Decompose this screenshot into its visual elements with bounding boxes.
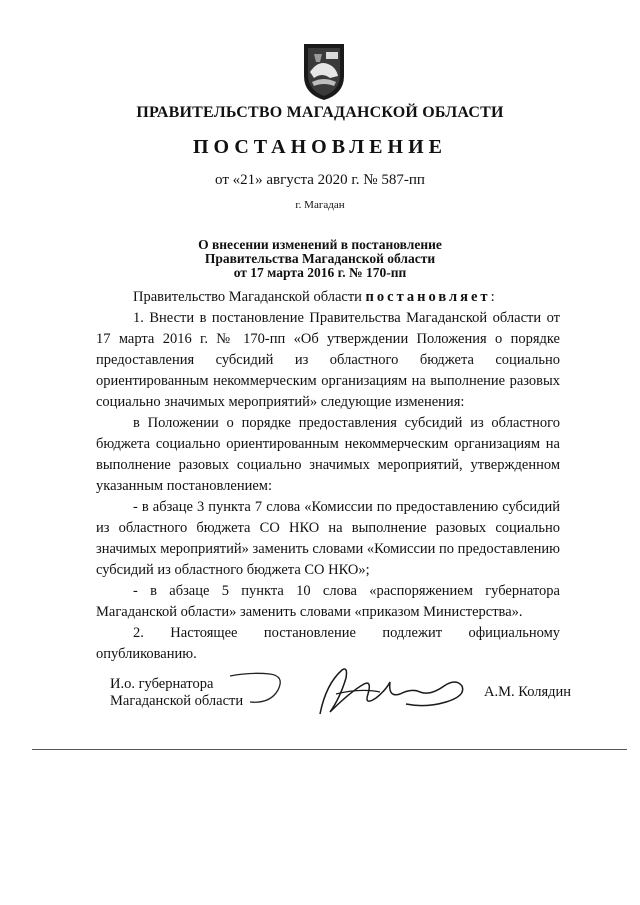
document-city: г. Магадан — [295, 199, 345, 211]
document-date-number: от «21» августа 2020 г. № 587-пп — [215, 172, 425, 188]
document-type: ПОСТАНОВЛЕНИЕ — [193, 136, 447, 158]
coat-of-arms-emblem — [300, 42, 348, 102]
subject-line: Правительства Магаданской области — [204, 251, 436, 266]
body-paragraph: 1. Внести в постановление Правительства Магаданской области от 17 марта 2016 г. № 170-пп «Об утверждении Положения о порядке предоставления субсидий из областного бюджета социально ориентированным некоммерческим организациям на выполнение разовых социально значимых мероприятий» следующие изменения: — [96, 310, 560, 410]
intro-paragraph — [96, 287, 560, 308]
body-paragraph: в Положении о порядке предоставления субсидий из областного бюджета социально ориентированным некоммерческим организациям на выполнение разовых социально значимых мероприятий, утвержденном указанным постановлением: — [96, 415, 560, 494]
organization-name: ПРАВИТЕЛЬСТВО МАГАДАНСКОЙ ОБЛАСТИ — [136, 104, 504, 121]
body-paragraph: 2. Настоящее постановление подлежит официальному опубликованию. — [96, 625, 560, 662]
body-paragraph: - в абзаце 5 пункта 10 слова «распоряжением губернатора Магаданской области» заменить словами «приказом Министерства». — [96, 583, 560, 620]
body-paragraph: - в абзаце 3 пункта 7 слова «Комиссии по предоставлению субсидий из областного бюджета СО НКО на выполнение разовых социально значимых мероприятий» заменить словами «Комиссии по предоставлению субсидий из областного бюджета СО НКО»; — [96, 499, 560, 578]
decree-word: постановляет — [365, 289, 491, 305]
subject-line: О внесении изменений в постановление — [198, 237, 442, 252]
handwritten-signature — [230, 664, 480, 720]
signatory-name: А.М. Колядин — [484, 684, 572, 700]
position-line: И.о. губернатора — [110, 676, 214, 692]
position-line: Магаданской области — [110, 693, 244, 709]
signatory-position — [110, 676, 243, 710]
footer-divider — [32, 749, 627, 750]
intro-colon: : — [490, 289, 495, 305]
document-subject — [170, 238, 470, 280]
intro-text: Правительство Магаданской области — [133, 289, 366, 305]
subject-line: от 17 марта 2016 г. № 170-пп — [233, 265, 407, 280]
document-body — [96, 287, 560, 665]
